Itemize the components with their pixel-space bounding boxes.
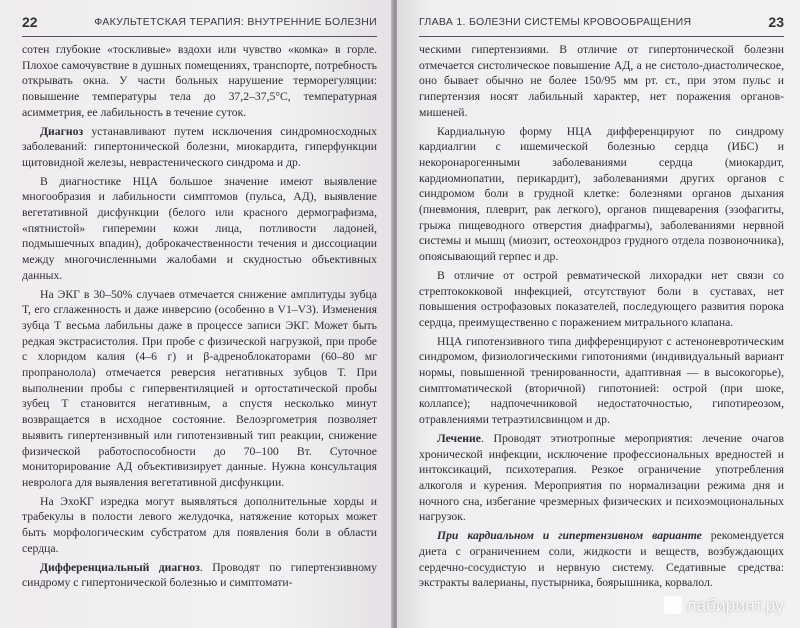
running-head: ГЛАВА 1. БОЛЕЗНИ СИСТЕМЫ КРОВООБРАЩЕНИЯ: [419, 16, 692, 28]
paragraph: На ЭКГ в 30–50% случаев отмечается снижение амплитуды зубца Т, его сглаженность и даже инверсию (особенно в V1–V3). Изменения зубца Т весьма лабильны даже в процессе записи ЭКГ. Может быть редкая экстрасистолия. При пробе с физической нагрузкой, при пробе с хлоридом калия (4–6 г) и β-адреноблокаторами (60–80 мг пропранолола) отмечается реверсия негативных зубцов Т. При выполнении пробы с гипервентиляцией и ортостатической пробы зубец Т становится негативным, а спустя несколько минут возвращается в исходное состояние. Велоэргометрия позволяет выявить гипертензивный или гипотензивный тип реакции, снижение физической работоспособности до 70–100 Вт. Суточное мониторирование АД объективизирует данные. Нужна консультация невролога для выявления вегетативной дисфункции.: [22, 287, 377, 489]
treatment-heading: Лечение: [437, 431, 481, 445]
paragraph: Диагноз устанавливают путем исключения синдромносходных заболеваний: гипертонической болезни, миокардита, гиперфункции щитовидной железы, неврастенического синдрома и др.: [22, 124, 377, 169]
differential-diagnosis-heading: Дифференциальный диагноз: [40, 560, 200, 574]
running-head: ФАКУЛЬТЕТСКАЯ ТЕРАПИЯ: ВНУТРЕННИЕ БОЛЕЗНИ: [94, 16, 377, 28]
labirint-logo-icon: [664, 596, 682, 614]
right-page: [397, 0, 800, 628]
paragraph: В отличие от острой ревматической лихорадки нет связи со стрептококковой инфекцией, отсутствуют боли в суставах, нет повышения острофазовых показателей, последующего развития порока сердца, преимущественно с поражением митрального клапана.: [419, 268, 784, 329]
paragraph: При кардиальном и гипертензивном варианте рекомендуется диета с ограничением соли, жидкости и веществ, возбуждающих сердечно-сосудистую и нервную систему. Седативные средства: экстракты валерианы, пустырника, боярышника, корвалол.: [419, 529, 784, 590]
left-text-column: [22, 42, 377, 591]
right-text-column: [419, 42, 784, 591]
paragraph: Лечение. Проводят этиотропные мероприятия: лечение очагов хронической инфекции, исключение профессиональных вредностей и интоксикаций, психотерапия. Резкое ограничение употребления алкоголя и курения. Мероприятия по нормализации режима дня и ночного сна, избегание чрезмерных физических и психоэмоциональных нагрузок.: [419, 431, 784, 524]
paragraph: ческими гипертензиями. В отличие от гипертонической болезни отмечается систолическое повышение АД, а не систоло-диастолическое, оно бывает обычно не более 150/95 мм рт. ст., при этом пульс и гипертензия носят лабильный характер, нет поражения органов-мишеней.: [419, 43, 784, 119]
variant-heading: При кардиальном и гипертензивном варианте: [437, 529, 702, 543]
paragraph: Дифференциальный диагноз. Проводят по гипертензивному синдрому с гипертонической болезнью и симптомати-: [22, 560, 377, 590]
paragraph: В диагностике НЦА большое значение имеют выявление многообразия и лабильности симптомов (пульса, АД), выявление вегетативной дисфункции (белого или красного дермографизма, «пятнистой» гиперемии кожи лица, потливости ладоней, подмышечных впадин), доброкачественности течения и диссоциации между многочисленными жалобами и скудностью объективных данных.: [22, 174, 377, 282]
paragraph: сотен глубокие «тоскливые» вздохи или чувство «комка» в горле. Плохое самочувствие в душных помещениях, транспорте, потребность открывать окна. У части больных нарушение терморегуляции: повышение температуры тела до 37,2–37,5°С, температурная асимметрия, ее лабильность в течение суток.: [22, 43, 377, 119]
paragraph: На ЭхоКГ изредка могут выявляться дополнительные хорды и трабекулы в полости левого желудочка, натяжение которых может быть морфологическим субстратом для появления боли в области сердца.: [22, 494, 377, 555]
right-page-header: [419, 10, 784, 37]
watermark: лабиринт.ру: [664, 596, 784, 616]
page-number: 22: [22, 14, 38, 30]
paragraph: Кардиальную форму НЦА дифференцируют по синдрому кардиалгии с ишемической болезнью сердца (ИБС) и некоронарогенными заболеваниями сердца (миокардит, кардиомиопатии, перикардит), заболеваниями других органов с синдромом боли в грудной клетке: болезнями органов дыхания (пневмония, плеврит, рак легкого), органов пищеварения (эзофагиты, грыжа пищеводного отверстия диафрагмы), заболеваниями нервной системы и мышц (миозит, остеохондроз грудного отдела позвоночника), опоясывающий герпес и др.: [419, 124, 784, 264]
diagnosis-heading: Диагноз: [40, 124, 84, 138]
page-number: 23: [768, 14, 784, 30]
left-page-header: [22, 10, 377, 37]
paragraph: НЦА гипотензивного типа дифференцируют с астеноневротическим синдромом, физиологическими гипотониями (индивидуальный вариант нормы, повышенной тренированности, адаптивная — в высокогорье), симптоматической (вторичной) гипотонией: острой (при шоке, коллапсе); надпочечниковой недостаточностью, гипотиреозом, отравлениями тетраэтилсвинцом и др.: [419, 334, 784, 427]
left-page: [0, 0, 393, 628]
